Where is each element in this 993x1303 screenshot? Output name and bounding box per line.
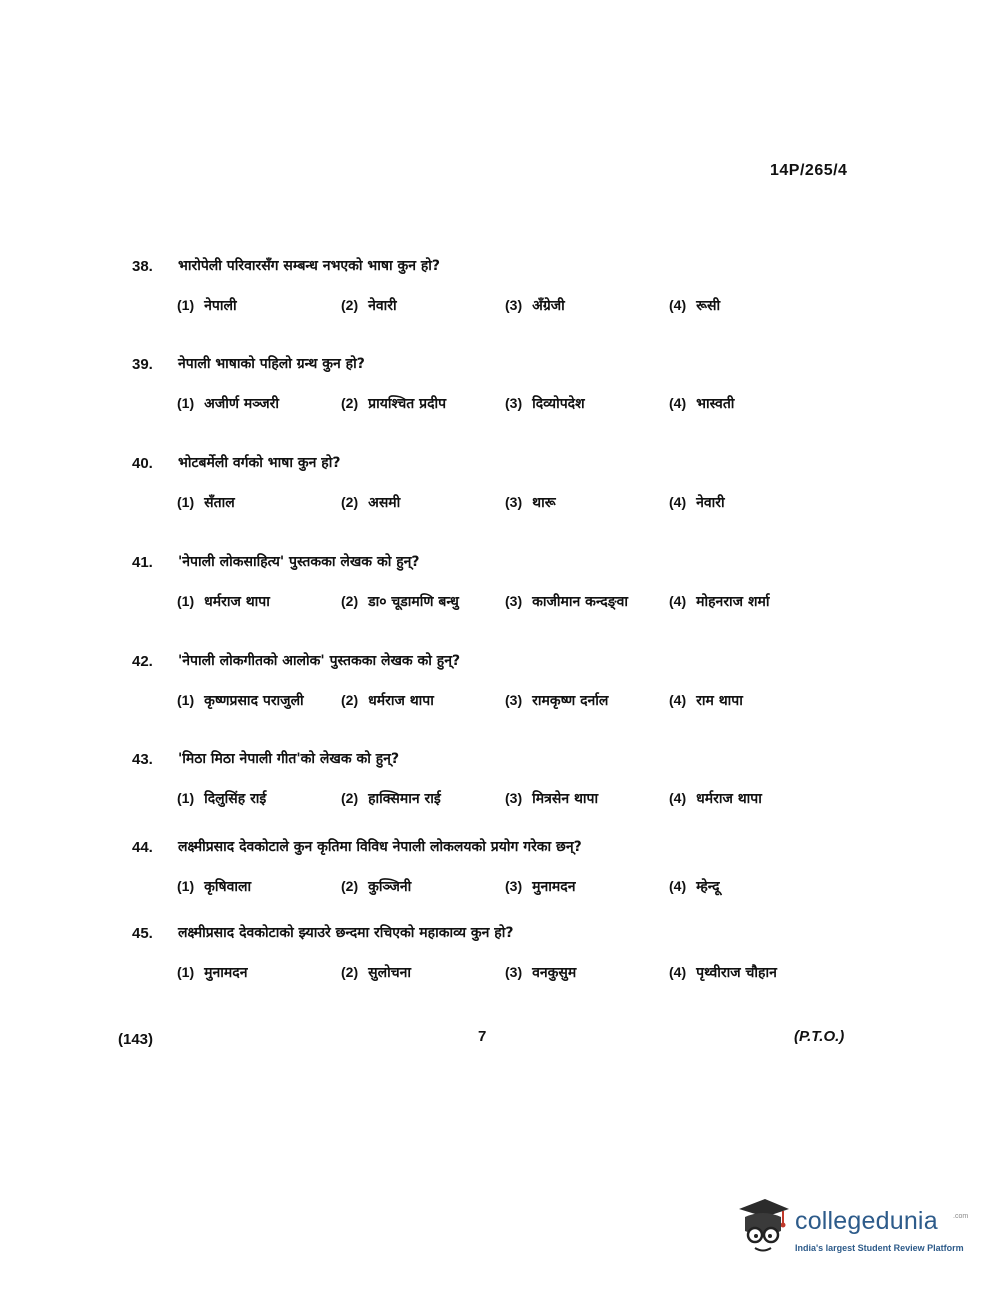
- question-text: 'मिठा मिठा नेपाली गीत'को लेखक को हुन्?: [178, 751, 400, 767]
- option-2: (2) कुञ्जिनी: [341, 878, 412, 895]
- option-2: (2) धर्मराज थापा: [341, 692, 434, 709]
- pto-label: (P.T.O.): [794, 1028, 845, 1045]
- collegedunia-watermark: [735, 1195, 969, 1265]
- option-4: (4) राम थापा: [669, 692, 743, 709]
- option-3: (3) अँग्रेजी: [505, 297, 565, 314]
- question-number: 40.: [132, 455, 153, 472]
- booklet-number: (143): [118, 1031, 154, 1048]
- option-1: (1) मुनामदन: [177, 964, 248, 981]
- question-40: [0, 455, 993, 535]
- mascot-icon: [735, 1195, 791, 1259]
- option-2: (2) प्रायश्चित प्रदीप: [341, 395, 447, 412]
- option-1: (1) सँताल: [177, 494, 235, 511]
- question-43: [0, 751, 993, 831]
- option-4: (4) भास्वती: [669, 395, 735, 412]
- option-2: (2) नेवारी: [341, 297, 397, 314]
- option-3: (3) थारू: [505, 494, 556, 511]
- brand-tagline: India's largest Student Review Platform: [795, 1243, 964, 1253]
- question-number: 41.: [132, 554, 153, 571]
- question-text: 'नेपाली लोकसाहित्य' पुस्तकका लेखक को हुन्?: [178, 554, 420, 570]
- option-1: (1) अजीर्ण मञ्जरी: [177, 395, 279, 412]
- option-3: (3) काजीमान कन्दङ्वा: [505, 593, 628, 610]
- question-41: [0, 554, 993, 634]
- brand-suffix: .com: [953, 1213, 969, 1220]
- option-3: (3) मित्रसेन थापा: [505, 790, 599, 807]
- option-4: (4) नेवारी: [669, 494, 725, 511]
- option-3: (3) रामकृष्ण दर्नाल: [505, 692, 609, 709]
- option-2: (2) सुलोचना: [341, 964, 411, 981]
- question-number: 44.: [132, 839, 153, 856]
- question-number: 42.: [132, 653, 153, 670]
- option-1: (1) कृष्णप्रसाद पराजुली: [177, 692, 304, 709]
- question-38: [0, 258, 993, 338]
- option-4: (4) धर्मराज थापा: [669, 790, 762, 807]
- option-1: (1) दिलुसिंह राई: [177, 790, 267, 807]
- question-42: [0, 653, 993, 733]
- question-text: लक्ष्मीप्रसाद देवकोटाको झ्याउरे छन्दमा रचिएको महाकाव्य कुन हो?: [178, 925, 514, 941]
- question-text: लक्ष्मीप्रसाद देवकोटाले कुन कृतिमा विविध नेपाली लोकलयको प्रयोग गरेका छन्?: [178, 839, 582, 855]
- question-number: 38.: [132, 258, 153, 275]
- question-text: भोटबर्मेली वर्गको भाषा कुन हो?: [178, 455, 341, 471]
- option-1: (1) नेपाली: [177, 297, 237, 314]
- question-number: 39.: [132, 356, 153, 373]
- brand-name: collegedunia: [795, 1207, 938, 1235]
- option-1: (1) कृषिवाला: [177, 878, 252, 895]
- option-3: (3) वनकुसुम: [505, 964, 577, 981]
- option-1: (1) धर्मराज थापा: [177, 593, 270, 610]
- page-number: 7: [478, 1028, 487, 1045]
- question-44: [0, 839, 993, 919]
- option-3: (3) दिव्योपदेश: [505, 395, 585, 412]
- option-2: (2) डा० चूडामणि बन्धु: [341, 593, 459, 610]
- option-3: (3) मुनामदन: [505, 878, 576, 895]
- question-number: 43.: [132, 751, 153, 768]
- option-4: (4) म्हेन्दू: [669, 878, 720, 895]
- option-4: (4) रूसी: [669, 297, 721, 314]
- option-2: (2) हाक्सिमान राई: [341, 790, 441, 807]
- question-number: 45.: [132, 925, 153, 942]
- question-text: भारोपेली परिवारसँग सम्बन्ध नभएको भाषा कुन हो?: [178, 258, 441, 274]
- paper-code: 14P/265/4: [770, 162, 848, 179]
- option-4: (4) पृथ्वीराज चौहान: [669, 964, 777, 981]
- option-2: (2) असमी: [341, 494, 401, 511]
- question-text: नेपाली भाषाको पहिलो ग्रन्थ कुन हो?: [178, 356, 365, 372]
- question-45: [0, 925, 993, 1005]
- question-39: [0, 356, 993, 436]
- option-4: (4) मोहनराज शर्मा: [669, 593, 770, 610]
- question-text: 'नेपाली लोकगीतको आलोक' पुस्तकका लेखक को हुन्?: [178, 653, 461, 669]
